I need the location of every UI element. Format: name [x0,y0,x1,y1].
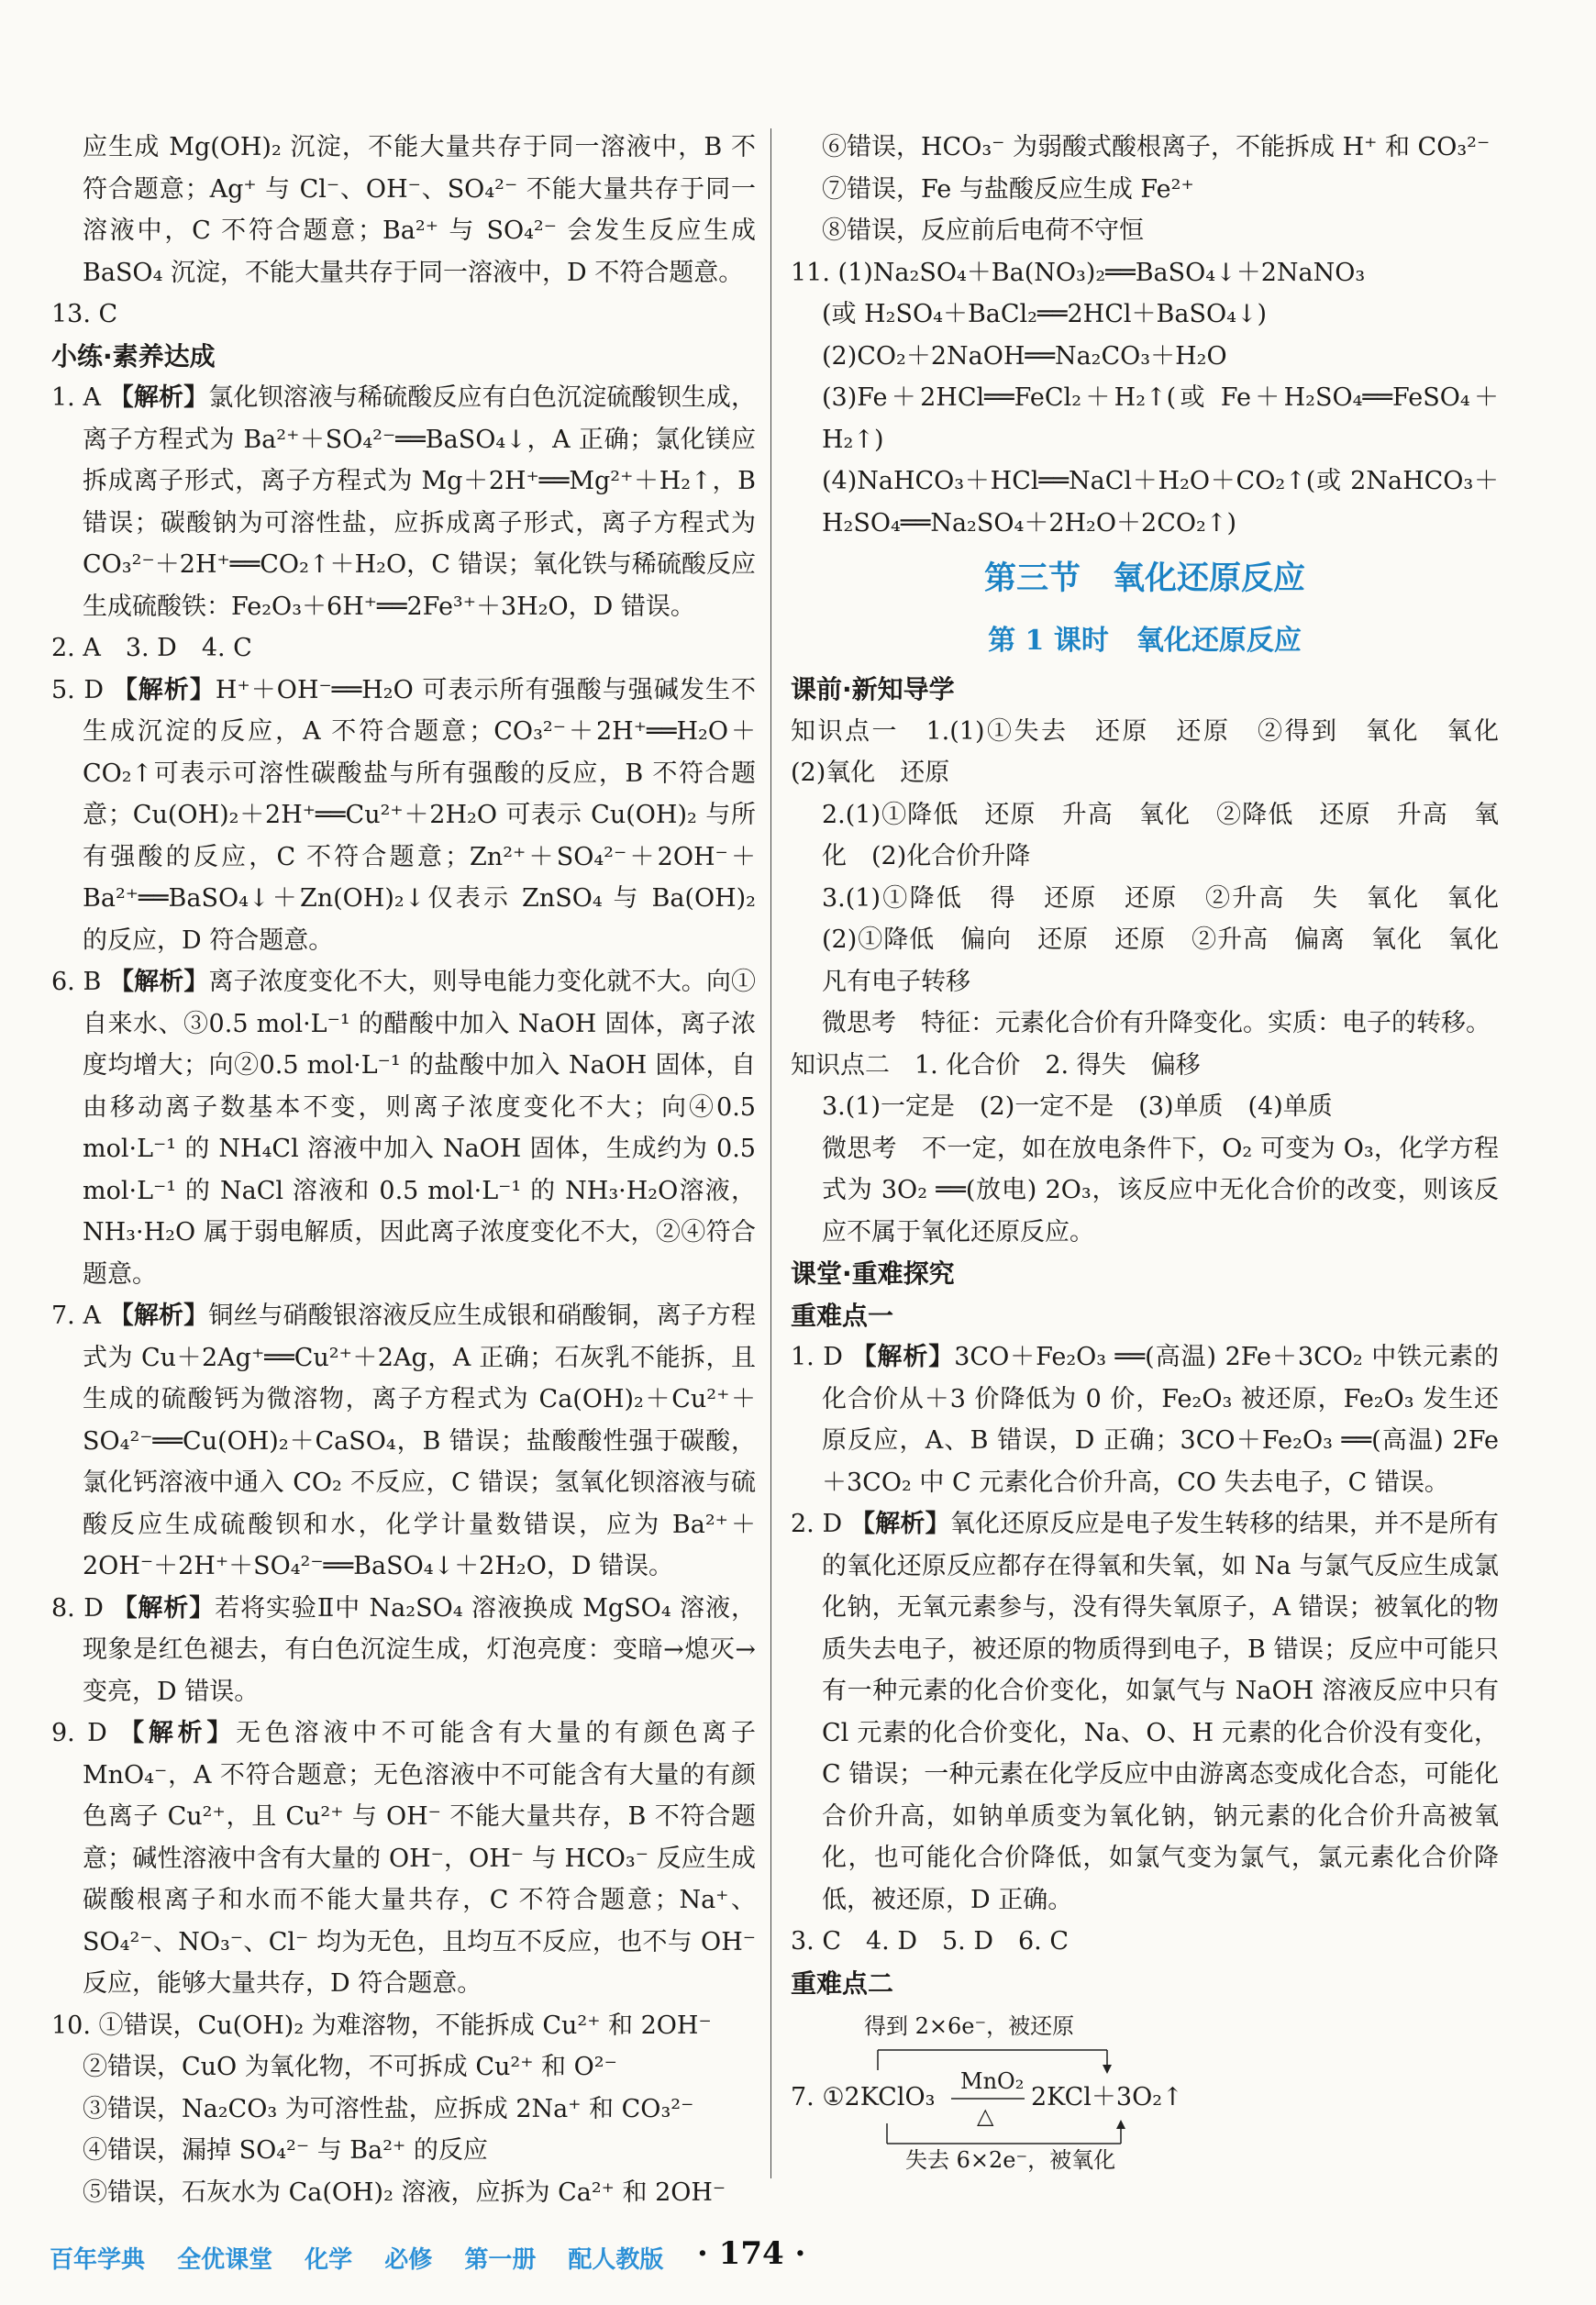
paragraph-text: ④错误，漏掉 SO₄²⁻ 与 Ba²⁺ 的反应 [83,2136,488,2165]
catalyst-label: MnO₂ [960,2068,1025,2094]
left-paragraph [51,127,756,294]
right-paragraph [791,1295,1499,1337]
left-paragraph [51,377,756,627]
left-paragraph [51,670,756,962]
equation-left: 7. ①2KClO₃ [791,2083,936,2111]
paragraph-text: 知识点二 1. 化合价 2. 得失 偏移 [791,1050,1201,1080]
right-paragraph [791,294,1499,336]
paragraph-text: H⁺＋OH⁻══H₂O 可表示所有强酸与强碱发生不生成沉淀的反应，A 不符合题意；CO₃²⁻＋2H⁺══H₂O＋CO₂↑可表示可溶性碳酸盐与所有强酸的反应，B 不符合题意；Cu(OH)₂＋2H⁺══Cu²⁺＋2H₂O 可表示 Cu(OH)₂ 与所有强酸的反应，C 不符合题意；Zn²⁺＋SO₄²⁻＋2OH⁻＋Ba²⁺══BaSO₄↓＋Zn(OH)₂↓仅表示 ZnSO₄ 与 Ba(OH)₂ 的反应，D 符合题意。 [83,675,757,955]
left-paragraph [51,1712,756,2005]
paragraph-text: 知识点一 1.(1)①失去 还原 还原 ②得到 氧化 氧化 (2)氧化 还原 [791,716,1524,787]
paragraph-text: (3)Fe＋2HCl══FeCl₂＋H₂↑(或 Fe＋H₂SO₄══FeSO₄＋H₂↑) [822,383,1499,454]
left-paragraph [51,2005,756,2047]
paragraph-text: 2.(1)①降低 还原 升高 氧化 ②降低 还原 升高 氧化 (2)化合价升降 [822,800,1499,870]
paragraph-text: 铜丝与硝酸银溶液反应生成银和硝酸铜，离子方程式为 Cu＋2Ag⁺══Cu²⁺＋2Ag，A 正确；石灰乳不能拆，且生成的硫酸钙为微溶物，离子方程式为 Ca(OH)₂＋Cu²⁺＋SO₄²⁻══Cu(OH)₂＋CaSO₄，B 错误；盐酸酸性强于碳酸，氯化钙溶液中通入 CO₂ 不反应，C 错误；氢氧化钡溶液与硫酸反应生成硫酸钡和水，化学计量数错误，应为 Ba²⁺＋2OH⁻＋2H⁺＋SO₄²⁻══BaSO₄↓＋2H₂O，D 错误。 [83,1302,757,1580]
paragraph-text: 第 1 课时 氧化还原反应 [988,625,1302,657]
left-paragraph [51,2046,756,2089]
question-number: 7. A [51,1302,101,1330]
footer-edition: 配人教版 [568,2246,664,2274]
analysis-tag: 【解析】 [112,1593,216,1623]
lose-electron-label: 失去 6×2e⁻，被氧化 [905,2147,1116,2173]
right-paragraph [791,1963,1499,2005]
analysis-tag: 【解析】 [108,383,209,412]
redox-diagram [791,2004,1499,2173]
left-paragraph [51,2130,756,2172]
paragraph-text: 无色溶液中不可能含有大量的有颜色离子 MnO₄⁻，A 不符合题意；无色溶液中不可能含有大量的有颜色离子 Cu²⁺，且 Cu²⁺ 与 OH⁻ 不能大量共存，B 不符合题意；碱性溶液中含有大量的 OH⁻，OH⁻ 与 HCO₃⁻ 反应生成碳酸根离子和水而不能大量共存，C 不符合题意；Na⁺、SO₄²⁻、NO₃⁻、Cl⁻ 均为无色，且均互不反应，也不与 OH⁻ 反应，能够大量共存，D 符合题意。 [83,1719,756,1998]
right-paragraph [791,1921,1499,1963]
question-number: 8. D [51,1593,104,1623]
right-paragraph [791,614,1499,669]
paragraph-text: 重难点二 [791,1967,894,1999]
paragraph-text: 离子浓度变化不大，则导电能力变化就不大。向①自来水、③0.5 mol·L⁻¹ 的醋酸中加入 NaOH 固体，离子浓度均增大；向②0.5 mol·L⁻¹ 的盐酸中加入 NaOH 固体，自由移动离子数基本不变，则离子浓度变化不大；向④0.5 mol·L⁻¹ 的 NH₄Cl 溶液中加入 NaOH 固体，生成约为 0.5 mol·L⁻¹ 的 NaCl 溶液和 0.5 mol·L⁻¹ 的 NH₃·H₂O溶液，NH₃·H₂O 属于弱电解质，因此离子浓度变化不大，②④符合题意。 [83,968,757,1289]
analysis-tag: 【解析】 [109,968,209,996]
footer-brand: 全优课堂 [177,2246,273,2274]
left-paragraph [51,1588,756,1713]
right-paragraph [791,127,1499,169]
left-paragraph [51,627,756,670]
paragraph-text: 3.(1)①降低 得 还原 还原 ②升高 失 氧化 氧化 (2)①降低 偏向 还原 还原 ②升高 偏离 氧化 氧化 凡有电子转移 [822,883,1524,996]
paragraph-text: ②错误，CuO 为氧化物，不可拆成 Cu²⁺ 和 O²⁻ [83,2053,617,2081]
question-number: 6. B [51,968,102,996]
paragraph-text: (2)CO₂＋2NaOH══Na₂CO₃＋H₂O [822,341,1227,371]
paragraph-text: ⑧错误，反应前后电荷不守恒 [822,216,1144,245]
question-number: 11. [791,258,830,287]
paragraph-text: (4)NaHCO₃＋HCl══NaCl＋H₂O＋CO₂↑(或 2NaHCO₃＋H₂SO₄══Na₂SO₄＋2H₂O＋2CO₂↑) [822,467,1499,537]
right-paragraph [791,1336,1499,1503]
paragraph-text: (或 H₂SO₄＋BaCl₂══2HCl＋BaSO₄↓) [822,300,1268,328]
paragraph-text: 小练·素养达成 [51,340,216,371]
right-paragraph [791,169,1499,211]
paragraph-text: ⑤错误，石灰水为 Ca(OH)₂ 溶液，应拆为 Ca²⁺ 和 2OH⁻ [83,2178,726,2207]
paragraph-text: 3.(1)一定是 (2)一定不是 (3)单质 (4)单质 [822,1092,1333,1121]
analysis-tag: 【解析】 [119,1719,237,1747]
paragraph-text: 2. A 3. D 4. C [51,634,252,662]
left-paragraph [51,961,756,1295]
question-number: 2. D [791,1510,843,1538]
paragraph-text: 3. C 4. D 5. D 6. C [791,1927,1069,1956]
analysis-tag: 【解析】 [850,1510,950,1538]
question-number: 1. D [791,1343,843,1371]
page-number: · 174 · [697,2235,806,2272]
paragraph-text: 氯化钡溶液与稀硫酸反应有白色沉淀硫酸钡生成，离子方程式为 Ba²⁺＋SO₄²⁻══BaSO₄↓，A 正确；氯化镁应拆成离子形式，离子方程式为 Mg＋2H⁺══Mg²⁺＋H₂↑，B 错误；碳酸钠为可溶性盐，应拆成离子形式，离子方程式为 CO₃²⁻＋2H⁺══CO₂↑＋H₂O，C 错误；氧化铁与稀硫酸反应生成硫酸铁：Fe₂O₃＋6H⁺══2Fe³⁺＋3H₂O，D 错误。 [83,383,757,621]
right-column [791,127,1524,2173]
gain-electron-label: 得到 2×6e⁻，被还原 [864,2013,1075,2039]
right-paragraph [791,210,1499,252]
footer-type: 必修 [384,2246,433,2274]
left-paragraph [51,1295,756,1588]
paragraph-text: 13. C [51,300,118,328]
question-number: 10. [51,2011,91,2040]
right-paragraph [791,460,1499,544]
analysis-tag: 【解析】 [851,1343,955,1371]
paragraph-text: 若将实验Ⅱ中 Na₂SO₄ 溶液换成 MgSO₄ 溶液，现象是红色褪去，有白色沉淀生成，灯泡亮度：变暗→熄灭→变亮，D 错误。 [83,1593,756,1706]
paragraph-text: 课堂·重难探究 [791,1258,955,1289]
question-number: 1. A [51,383,101,412]
paragraph-text: 微思考 特征：元素化合价有升降变化。实质：电子的转移。 [822,1009,1491,1037]
paragraph-text: (1)Na₂SO₄＋Ba(NO₃)₂══BaSO₄↓＋2NaNO₃ [837,258,1366,287]
equation-right: 2KCl＋3O₂↑ [1031,2083,1183,2111]
right-paragraph [791,1045,1499,1087]
left-paragraph [51,294,756,336]
footer-subject: 化学 [305,2246,353,2274]
right-paragraph [791,1128,1499,1254]
analysis-tag: 【解析】 [112,675,216,704]
right-paragraph [791,878,1524,1003]
right-paragraph [791,669,1499,711]
right-paragraph [791,711,1524,794]
paragraph-text: 微思考 不一定，如在放电条件下，O₂ 可变为 O₃，化学方程式为 3O₂ ══(放电) 2O₃，该反应中无化合价的改变，则该反应不属于氧化还原反应。 [822,1134,1499,1247]
column-divider [770,128,771,2178]
paragraph-text: ⑥错误，HCO₃⁻ 为弱酸式酸根离子，不能拆成 H⁺ 和 CO₃²⁻ [822,133,1491,161]
paragraph-text: 3CO＋Fe₂O₃ ══(高温) 2Fe＋3CO₂ 中铁元素的化合价从＋3 价降低为 0 价，Fe₂O₃ 被还原，Fe₂O₃ 发生还原反应，A、B 错误，D 正确；3CO＋Fe₂O₃ ══(高温) 2Fe＋3CO₂ 中 C 元素化合价升高，CO 失去电子，C 错误。 [822,1343,1499,1497]
paragraph-text: ③错误，Na₂CO₃ 为可溶性盐，应拆成 2Na⁺ 和 CO₃²⁻ [83,2094,694,2123]
right-paragraph [791,377,1499,460]
right-paragraph [791,336,1499,378]
paragraph-text: 氧化还原反应是电子发生转移的结果，并不是所有的氧化还原反应都存在得氧和失氧，如 Na 与氯气反应生成氯化钠，无氧元素参与，没有得失氧原子，A 错误；被氧化的物质失去电子，被还原的物质得到电子，B 错误；反应中可能只有一种元素的化合价变化，如氯气与 NaOH 溶液反应中只有 Cl 元素的化合价变化，Na、O、H 元素的化合价没有变化，C 错误；一种元素在化学反应中由游离态变成化合态，可能化合价升高，如钠单质变为氧化钠，钠元素的化合价升高被氧化，也可能化合价降低，如氯气变为氯气，氯元素化合价降低，被还原，D 正确。 [822,1510,1500,1914]
right-paragraph [791,544,1499,614]
footer-series-name: 百年学典 [50,2246,146,2274]
footer-series [50,2241,687,2275]
right-paragraph [791,1086,1499,1128]
left-column [51,127,756,2213]
question-number: 9. D [51,1719,107,1747]
left-paragraph [51,336,756,378]
paragraph-text: ①错误，Cu(OH)₂ 为难溶物，不能拆成 Cu²⁺ 和 2OH⁻ [98,2011,712,2040]
right-paragraph [791,794,1499,878]
right-paragraph [791,1253,1499,1295]
analysis-tag: 【解析】 [108,1302,209,1330]
paragraph-text: ⑦错误，Fe 与盐酸反应生成 Fe²⁺ [822,174,1194,204]
left-paragraph [51,2172,756,2214]
footer-volume: 第一册 [464,2246,537,2274]
paragraph-text: 应生成 Mg(OH)₂ 沉淀，不能大量共存于同一溶液中，B 不符合题意；Ag⁺ 与 Cl⁻、OH⁻、SO₄²⁻ 不能大量共存于同一溶液中，C 不符合题意；Ba²⁺ 与 SO₄²⁻ 会发生反应生成 BaSO₄ 沉淀，不能大量共存于同一溶液中，D 不符合题意。 [83,133,756,287]
heat-symbol: △ [977,2103,994,2129]
question-number: 5. D [51,675,105,704]
right-paragraph [791,1503,1499,1921]
paragraph-text: 课前·新知导学 [791,674,955,704]
right-paragraph [791,1003,1499,1045]
right-paragraph [791,252,1499,294]
left-paragraph [51,2089,756,2131]
paragraph-text: 重难点一 [791,1300,894,1331]
paragraph-text: 第三节 氧化还原反应 [983,560,1305,597]
